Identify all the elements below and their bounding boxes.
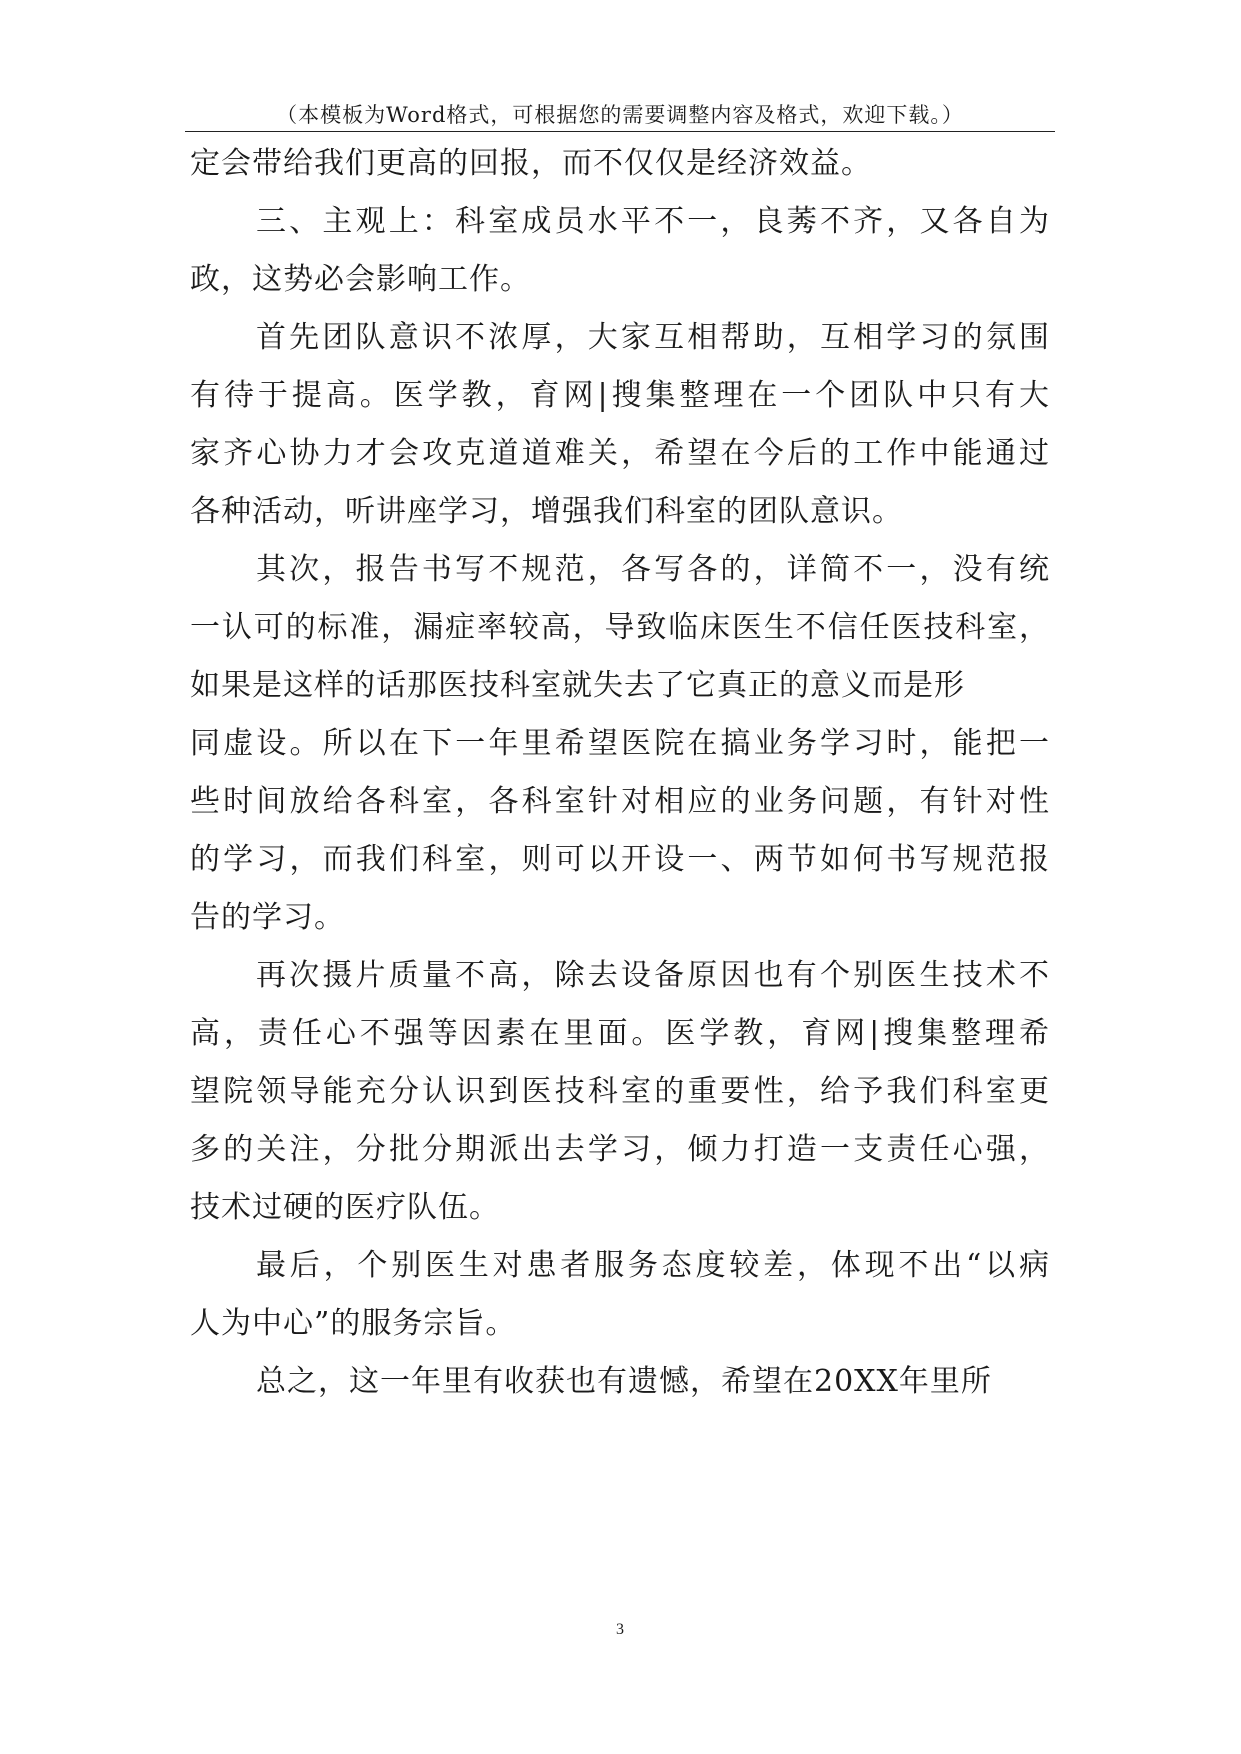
body-line: 三、主观上：科室成员水平不一，良莠不齐，又各自为 [256,204,1050,239]
body-line: 高，责任心不强等因素在里面。医学教，育网|搜集整理希 [190,1016,1050,1051]
body-line: 些时间放给各科室，各科室针对相应的业务问题，有针对性 [190,784,1050,819]
body-line: 多的关注，分批分期派出去学习，倾力打造一支责任心强， [190,1132,1050,1167]
body-line: 技术过硬的医疗队伍。 [190,1190,500,1225]
body-line: 总之，这一年里有收获也有遗憾，希望在20XX年里所 [256,1364,992,1399]
body-line: 望院领导能充分认识到医技科室的重要性，给予我们科室更 [190,1074,1050,1109]
body-line: 告的学习。 [190,900,345,935]
body-line: 家齐心协力才会攻克道道难关，希望在今后的工作中能通过 [190,436,1050,471]
body-line: 人为中心”的服务宗旨。 [190,1306,517,1341]
body-line: 有待于提高。医学教，育网|搜集整理在一个团队中只有大 [190,378,1050,413]
page-header: （本模板为Word格式，可根据您的需要调整内容及格式，欢迎下载。） [276,103,964,127]
body-line: 一认可的标准，漏症率较高，导致临床医生不信任医技科室， [190,610,1050,645]
body-line: 同虚设。所以在下一年里希望医院在搞业务学习时，能把一 [190,726,1050,761]
header-divider [185,131,1055,132]
body-line: 其次，报告书写不规范，各写各的，详简不一，没有统 [256,552,1050,587]
body-line: 首先团队意识不浓厚，大家互相帮助，互相学习的氛围 [256,320,1050,355]
body-line: 如果是这样的话那医技科室就失去了它真正的意义而是形 [190,668,965,703]
page-number: 3 [616,1621,624,1638]
body-line: 的学习，而我们科室，则可以开设一、两节如何书写规范报 [190,842,1050,877]
body-line: 政，这势必会影响工作。 [190,262,531,297]
body-line: 再次摄片质量不高，除去设备原因也有个别医生技术不 [256,958,1050,993]
body-line: 最后，个别医生对患者服务态度较差，体现不出“以病 [256,1248,1050,1283]
body-line: 定会带给我们更高的回报，而不仅仅是经济效益。 [190,146,872,181]
body-line: 各种活动，听讲座学习，增强我们科室的团队意识。 [190,494,903,529]
